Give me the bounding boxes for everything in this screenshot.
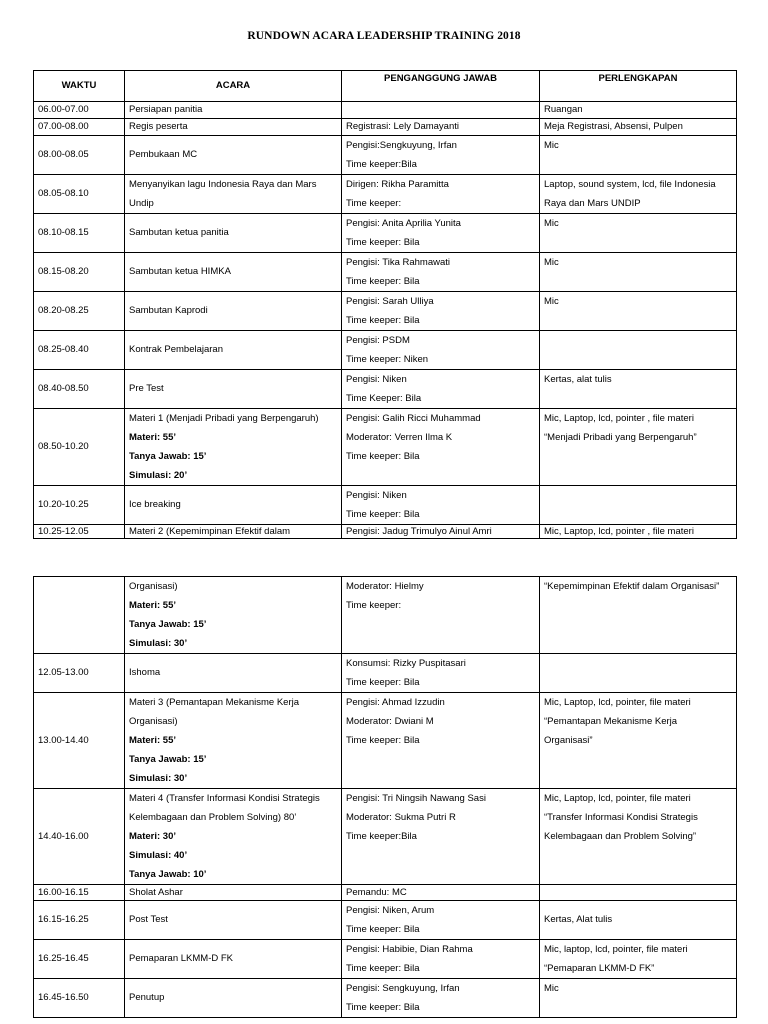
cell-pj [342,979,540,1018]
cell-waktu: 08.15-08.20 [34,253,125,292]
cell-pj [342,331,540,370]
acara-line: Materi: 55’ [129,735,176,746]
cell-waktu: 06.00-07.00 [34,102,125,119]
table-row [34,253,737,292]
table-row [34,693,737,789]
pj-line: Konsumsi: Rizky Puspitasari [346,658,466,669]
acara-line: Materi: 30’ [129,831,176,842]
table-row [34,885,737,901]
perl-line: Kertas, alat tulis [544,374,612,385]
cell-acara: Kontrak Pembelajaran [125,331,342,370]
perl-line: “Pemaparan LKMM-D FK” [544,963,655,974]
cell-acara: Ishoma [125,654,342,693]
perl-line: “Menjadi Pribadi yang Berpengaruh” [544,432,697,443]
cell-pj [342,292,540,331]
perl-line: Laptop, sound system, lcd, file Indonesia [544,179,716,190]
cell-pj [342,253,540,292]
cell-perlengkapan [540,136,737,175]
cell-pj [342,940,540,979]
cell-perlengkapan: Meja Registrasi, Absensi, Pulpen [540,119,737,136]
cell-waktu: 07.00-08.00 [34,119,125,136]
perl-line: Mic [544,257,559,268]
acara-line: Materi: 55’ [129,600,176,611]
pj-line: Time keeper: Bila [346,315,420,326]
pj-line: Pengisi: Sengkuyung, Irfan [346,983,460,994]
pj-line: Time keeper: Bila [346,237,420,248]
pj-line: Time keeper: Bila [346,509,420,520]
perl-line: Kelembagaan dan Problem Solving” [544,831,697,842]
acara-line: Simulasi: 30’ [129,773,188,784]
cell-waktu: 16.00-16.15 [34,885,125,901]
cell-acara [125,175,342,214]
table-row [34,119,737,136]
cell-acara: Sholat Ashar [125,885,342,901]
perl-line: Mic, Laptop, lcd, pointer , file materi [544,413,694,424]
pj-line: Pengisi: Habibie, Dian Rahma [346,944,473,955]
pj-line: Time keeper: Bila [346,924,420,935]
cell-acara [125,577,342,654]
pj-line: Dirigen: Rikha Paramitta [346,179,449,190]
pj-line: Pengisi: Galih Ricci Muhammad [346,413,481,424]
pj-line: Moderator: Dwiani M [346,716,434,727]
pj-line: Time keeper: [346,600,402,611]
cell-perlengkapan [540,940,737,979]
cell-waktu: 16.25-16.45 [34,940,125,979]
perl-line: Mic [544,140,559,151]
cell-perlengkapan [540,292,737,331]
cell-perlengkapan [540,979,737,1018]
perl-line: Mic [544,218,559,229]
acara-line: Simulasi: 30’ [129,638,188,649]
cell-acara: Pre Test [125,370,342,409]
header-acara: ACARA [125,71,342,102]
pj-line: Pengisi: Tika Rahmawati [346,257,451,268]
cell-perlengkapan [540,331,737,370]
rundown-table-page-2 [33,576,737,1018]
pj-line: Pengisi: Anita Aprilia Yunita [346,218,461,229]
perl-line: “Kepemimpinan Efektif dalam Organisasi” [544,581,720,592]
acara-line: Simulasi: 20’ [129,470,188,481]
perl-line: Mic, Laptop, lcd, pointer, file materi [544,697,691,708]
cell-pj [342,693,540,789]
pj-line: Pengisi: Niken [346,490,407,501]
table-row [34,136,737,175]
perl-line: Mic, laptop, lcd, pointer, file materi [544,944,688,955]
page-title: RUNDOWN ACARA LEADERSHIP TRAINING 2018 [247,30,521,42]
cell-pj [342,102,540,119]
cell-waktu: 13.00-14.40 [34,693,125,789]
cell-pj [342,214,540,253]
cell-perlengkapan: Kertas, Alat tulis [540,901,737,940]
cell-acara: Sambutan Kaprodi [125,292,342,331]
cell-waktu: 08.10-08.15 [34,214,125,253]
cell-pj [342,409,540,486]
cell-pj [342,136,540,175]
cell-acara: Sambutan ketua panitia [125,214,342,253]
perl-line: Organisasi” [544,735,593,746]
perl-line: Mic [544,983,559,994]
table-row [34,292,737,331]
acara-line: Materi: 55’ [129,432,176,443]
pj-line: Pengisi: Ahmad Izzudin [346,697,445,708]
acara-line: Tanya Jawab: 10’ [129,869,207,880]
cell-perlengkapan [540,175,737,214]
cell-perlengkapan: Mic, Laptop, lcd, pointer , file materi [540,525,737,539]
pj-line: Time keeper: Bila [346,677,420,688]
cell-perlengkapan [540,214,737,253]
table-row [34,370,737,409]
cell-perlengkapan [540,486,737,525]
cell-perlengkapan [540,253,737,292]
table-row [34,654,737,693]
cell-waktu [34,577,125,654]
cell-pj [342,789,540,885]
cell-pj [342,654,540,693]
cell-acara [125,409,342,486]
pj-line: Pengisi: Niken, Arum [346,905,435,916]
table-row [34,525,737,539]
cell-acara: Ice breaking [125,486,342,525]
header-waktu: WAKTU [34,71,125,102]
cell-pj: Pengisi: Jadug Trimulyo Ainul Amri [342,525,540,539]
table-row [34,789,737,885]
cell-pj: Registrasi: Lely Damayanti [342,119,540,136]
pj-line: Time keeper: Bila [346,963,420,974]
pj-line: Pengisi:Sengkuyung, Irfan [346,140,457,151]
table-row [34,486,737,525]
cell-perlengkapan: Ruangan [540,102,737,119]
pj-line: Time Keeper: Bila [346,393,422,404]
cell-perlengkapan [540,577,737,654]
cell-perlengkapan [540,409,737,486]
header-penanggung-jawab: PENGANGGUNG JAWAB [342,71,540,102]
cell-acara: Penutup [125,979,342,1018]
cell-pj [342,577,540,654]
cell-acara: Pembukaan MC [125,136,342,175]
cell-perlengkapan [540,654,737,693]
cell-acara: Regis peserta [125,119,342,136]
table-header-row [34,71,737,102]
cell-perlengkapan [540,789,737,885]
pj-line: Time keeper: Niken [346,354,429,365]
cell-waktu: 14.40-16.00 [34,789,125,885]
table-row [34,409,737,486]
header-perlengkapan: PERLENGKAPAN [540,71,737,102]
acara-line: Organisasi) [129,716,178,727]
pj-line: Time keeper: Bila [346,276,420,287]
cell-acara: Pemaparan LKMM-D FK [125,940,342,979]
pj-line: Time keeper: Bila [346,451,420,462]
rundown-table-page-1 [33,70,737,539]
pj-line: Pengisi: Tri Ningsih Nawang Sasi [346,793,486,804]
cell-perlengkapan [540,370,737,409]
cell-pj [342,175,540,214]
acara-line: Tanya Jawab: 15’ [129,754,207,765]
cell-waktu: 16.15-16.25 [34,901,125,940]
acara-line: Kelembagaan dan Problem Solving) 80’ [129,812,297,823]
perl-line: “Transfer Informasi Kondisi Strategis [544,812,698,823]
perl-line [544,331,732,350]
cell-acara: Sambutan ketua HIMKA [125,253,342,292]
cell-waktu: 10.25-12.05 [34,525,125,539]
acara-line: Tanya Jawab: 15’ [129,451,207,462]
table-row [34,331,737,370]
cell-waktu: 08.50-10.20 [34,409,125,486]
table-row [34,940,737,979]
cell-pj [342,901,540,940]
pj-line: Moderator: Sukma Putri R [346,812,456,823]
table-row [34,175,737,214]
cell-waktu: 08.40-08.50 [34,370,125,409]
pj-line: Time keeper: [346,198,402,209]
pj-line: Pengisi: PSDM [346,335,410,346]
acara-line: Materi 1 (Menjadi Pribadi yang Berpengaruh) [129,413,319,424]
cell-waktu: 08.25-08.40 [34,331,125,370]
cell-pj [342,486,540,525]
acara-line: Organisasi) [129,581,178,592]
acara-line: Materi 4 (Transfer Informasi Kondisi Strategis [129,793,320,804]
table-row [34,901,737,940]
acara-line: Simulasi: 40’ [129,850,188,861]
pj-line: Time keeper: Bila [346,735,420,746]
cell-waktu: 16.45-16.50 [34,979,125,1018]
table-row [34,577,737,654]
acara-line: Menyanyikan lagu Indonesia Raya dan Mars [129,179,317,190]
cell-waktu: 08.20-08.25 [34,292,125,331]
cell-acara: Post Test [125,901,342,940]
pj-line: Time keeper:Bila [346,159,417,170]
cell-acara [125,789,342,885]
cell-acara: Persiapan panitia [125,102,342,119]
cell-acara [125,693,342,789]
table-row [34,214,737,253]
cell-waktu: 10.20-10.25 [34,486,125,525]
cell-pj: Pemandu: MC [342,885,540,901]
pj-line: Moderator: Verren Ilma K [346,432,453,443]
pj-line: Pengisi: Niken [346,374,407,385]
pj-line: Time keeper:Bila [346,831,417,842]
cell-waktu: 08.05-08.10 [34,175,125,214]
cell-waktu: 08.00-08.05 [34,136,125,175]
perl-line: “Pemantapan Mekanisme Kerja [544,716,678,727]
cell-pj [342,370,540,409]
cell-perlengkapan [540,885,737,901]
perl-line: Raya dan Mars UNDIP [544,198,641,209]
table-row [34,979,737,1018]
cell-waktu: 12.05-13.00 [34,654,125,693]
pj-line: Time keeper: Bila [346,1002,420,1013]
perl-line: Mic, Laptop, lcd, pointer, file materi [544,793,691,804]
cell-perlengkapan [540,693,737,789]
acara-line: Tanya Jawab: 15’ [129,619,207,630]
cell-acara: Materi 2 (Kepemimpinan Efektif dalam [125,525,342,539]
pj-line: Moderator: Hielmy [346,581,424,592]
acara-line: Materi 3 (Pemantapan Mekanisme Kerja [129,697,300,708]
perl-line: Mic [544,296,559,307]
table-row [34,102,737,119]
acara-line: Undip [129,198,154,209]
pj-line: Pengisi: Sarah Ulliya [346,296,434,307]
